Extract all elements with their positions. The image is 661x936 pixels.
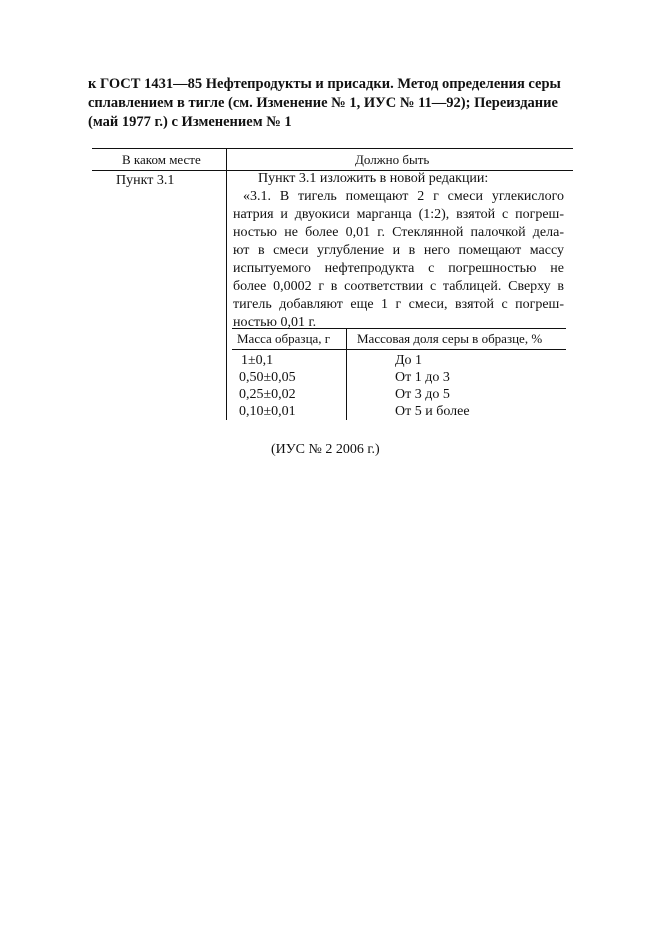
title-line-1: к ГОСТ 1431—85 Нефтепродукты и присадки. Метод определения серы	[88, 76, 561, 92]
inner-table-header-rule	[232, 349, 566, 350]
amendment-line: «3.1. В тигель помещают 2 г смеси углекислого	[243, 189, 564, 204]
row-where-cell: Пункт 3.1	[116, 173, 175, 188]
header-should-be: Должно быть	[355, 152, 430, 167]
header-where: В каком месте	[122, 152, 201, 167]
inner-table-top-rule	[232, 328, 566, 329]
inner-mass-cell: 0,25±0,02	[239, 387, 296, 402]
table-column-divider	[226, 148, 227, 420]
inner-sulfur-cell: От 3 до 5	[395, 387, 450, 402]
title-line-3: (май 1977 г.) с Изменением № 1	[88, 114, 292, 130]
title-line-2: сплавлением в тигле (см. Изменение № 1, ИУС № 11—92); Переиздание	[88, 95, 558, 111]
amendment-line: ностью не более 0,01 г. Стеклянной палочкой дела-	[233, 225, 564, 240]
inner-mass-cell: 0,50±0,05	[239, 370, 296, 385]
footer-note: (ИУС № 2 2006 г.)	[271, 442, 380, 457]
amendment-line: натрия и двуокиси марганца (1:2), взятой с погреш-	[233, 207, 564, 222]
inner-sulfur-cell: От 1 до 3	[395, 370, 450, 385]
amendment-text	[233, 170, 564, 332]
amendment-line: более 0,0002 г в соответствии с таблицей. Сверху в	[233, 279, 564, 294]
inner-mass-cell: 1±0,1	[241, 353, 274, 368]
inner-sulfur-cell: От 5 и более	[395, 404, 470, 419]
amendment-line: ностью 0,01 г.	[233, 315, 317, 330]
amendment-line: тигель добавляют еще 1 г смеси, взятой с погреш-	[233, 297, 564, 312]
inner-header-mass: Масса образца, г	[237, 331, 331, 346]
inner-header-sulfur: Массовая доля серы в образце, %	[357, 331, 543, 346]
amendment-line: испытуемого нефтепродукта с погрешностью не	[233, 261, 564, 276]
inner-sulfur-cell: До 1	[395, 353, 423, 368]
table-top-rule	[92, 148, 573, 149]
inner-table-divider	[346, 328, 347, 420]
amendment-line: ют в смеси углубление и в него помещают массу	[233, 243, 564, 258]
document-title	[88, 75, 572, 132]
inner-mass-cell: 0,10±0,01	[239, 404, 296, 419]
amendment-line: Пункт 3.1 изложить в новой редакции:	[258, 171, 489, 186]
